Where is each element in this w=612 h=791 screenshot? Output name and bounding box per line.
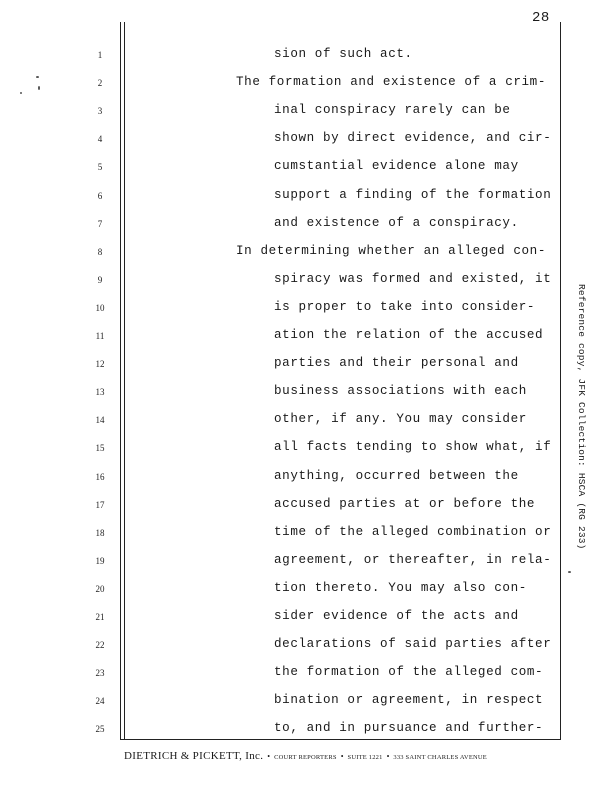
transcript-line: The formation and existence of a crim-	[236, 75, 546, 90]
transcript-line: ation the relation of the accused	[274, 328, 544, 342]
line-number: 25	[95, 724, 105, 735]
line-number: 16	[95, 471, 105, 482]
transcript-line: all facts tending to show what, if	[274, 440, 552, 455]
line-number: 3	[97, 106, 103, 117]
right-margin-rule	[560, 22, 561, 740]
scan-speck	[36, 76, 39, 78]
line-number: 1	[97, 50, 103, 60]
archive-reference-stamp: Reference copy, JFK Collection: HSCA (RG 233)	[576, 284, 587, 550]
line-number: 11	[95, 331, 105, 341]
line-number: 21	[95, 612, 105, 622]
line-number: 8	[97, 246, 103, 257]
line-number: 24	[95, 696, 105, 707]
line-number: 14	[95, 415, 105, 426]
scan-speck	[38, 86, 40, 90]
line-number: 22	[95, 640, 105, 651]
line-number: 15	[95, 443, 105, 454]
footer-firm: DIETRICH & PICKETT, Inc.	[124, 750, 264, 762]
line-number: 23	[95, 668, 105, 679]
transcript-line: time of the alleged combination or	[274, 524, 552, 539]
line-number: 2	[97, 78, 103, 89]
transcript-line: support a finding of the formation	[274, 187, 552, 202]
line-number: 13	[95, 387, 105, 398]
bottom-rule	[120, 739, 561, 740]
transcript-line: sider evidence of the acts and	[274, 609, 519, 623]
footer-separator: •	[386, 752, 390, 761]
transcript-line: other, if any. You may consider	[274, 412, 527, 427]
transcript-line: business associations with each	[274, 384, 527, 399]
line-number: 6	[97, 190, 103, 201]
line-number: 10	[95, 302, 105, 313]
transcript-line: sion of such act.	[274, 47, 413, 61]
left-margin-rule	[120, 22, 121, 740]
transcript-line: accused parties at or before the	[274, 496, 536, 511]
scan-speck	[20, 92, 22, 94]
transcript-line: agreement, or thereafter, in rela-	[274, 552, 552, 567]
line-number: 20	[95, 583, 105, 594]
transcript-line: and existence of a conspiracy.	[274, 215, 519, 230]
line-number: 5	[97, 162, 103, 173]
transcript-line: tion thereto. You may also con-	[274, 580, 527, 595]
transcript-line: cumstantial evidence alone may	[274, 159, 519, 174]
page-number: 28	[532, 10, 550, 26]
left-margin-rule-inner	[124, 22, 125, 740]
footer-item: 333 SAINT CHARLES AVENUE	[393, 754, 487, 761]
footer-separator: •	[340, 752, 344, 761]
transcript-line: bination or agreement, in respect	[274, 693, 544, 708]
transcript-line: shown by direct evidence, and cir-	[274, 131, 552, 146]
transcript-line: the formation of the alleged com-	[274, 665, 544, 680]
line-number: 12	[95, 359, 105, 370]
line-number: 18	[95, 527, 105, 538]
footer-item: SUITE 1221	[347, 754, 383, 761]
line-number: 4	[97, 134, 103, 145]
transcript-line: parties and their personal and	[274, 356, 519, 371]
line-number: 19	[95, 555, 105, 566]
reporter-footer	[124, 750, 564, 762]
transcript-line: inal conspiracy rarely can be	[274, 103, 511, 118]
transcript-line: declarations of said parties after	[274, 637, 552, 652]
line-number: 7	[97, 218, 103, 229]
transcript-line: anything, occurred between the	[274, 468, 519, 483]
footer-item: COURT REPORTERS	[274, 754, 337, 761]
line-number: 9	[97, 274, 103, 285]
footer-separator: •	[267, 752, 271, 761]
transcript-line: spiracy was formed and existed, it	[274, 271, 552, 286]
line-number: 17	[95, 499, 105, 510]
transcript-line: to, and in pursuance and further-	[274, 721, 544, 736]
scan-speck	[568, 571, 571, 573]
transcript-line: is proper to take into consider-	[274, 299, 536, 314]
transcript-line: In determining whether an alleged con-	[236, 243, 546, 258]
